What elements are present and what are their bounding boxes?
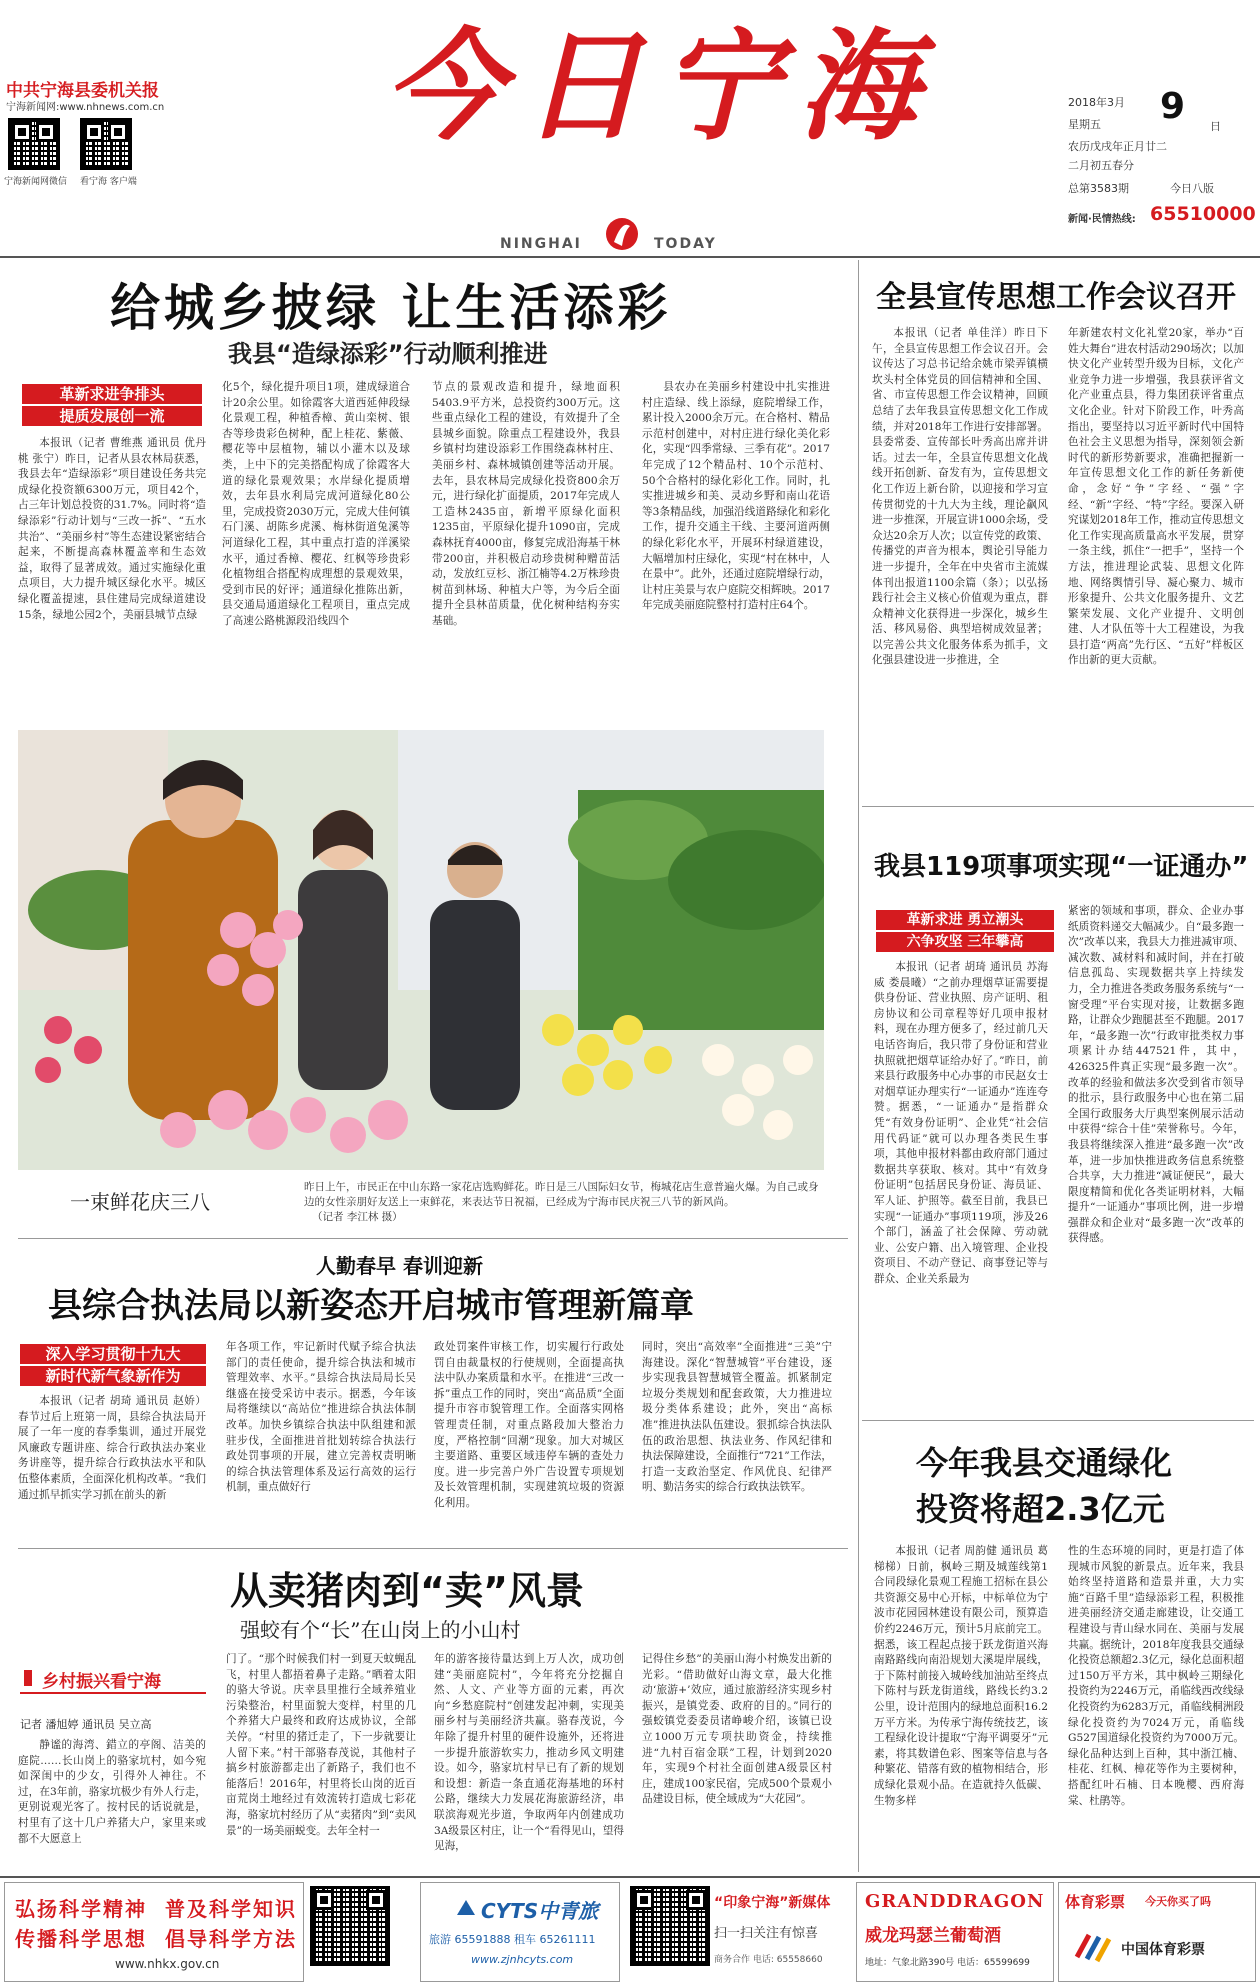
masthead-divider: [0, 256, 1260, 258]
ad-granddragon[interactable]: [856, 1882, 1054, 1982]
qr-code-app[interactable]: [80, 118, 132, 170]
ad1-line2: 传播科学思想: [15, 1927, 147, 1951]
lead-column-4: 县农办在美丽乡村建设中扎实推进村庄造绿、线上添绿，庭院增绿工作，累计投入2000余万元。在合格村、精品示范村创建中，对村庄进行绿化美化彩化，实现“四季常绿、三季有花”。2017年完成了12个精品村、10个示范村、50个合格村的绿化彩化工作。同时，扎实推进城乡和美、灵动乡野和南山花语等3条精品线，加强沿线道路绿化和彩化工作，提升交通主干线、主要河道两侧的绿化彩化水平，开展环村绿道建设，大幅增加村庄绿化，实现“村在林中，人在景中”。此外，还通过庭院增绿行动，让村庄美景与农户庭院交相辉映。2017年完成美丽庭院整村打造村庄64个。: [642, 381, 830, 612]
lead-headline: 给城乡披绿 让生活添彩: [110, 279, 672, 337]
ad2-phone: 旅游 65591888 租车 65261111: [429, 1933, 596, 1946]
meeting-column-1: 本报讯（记者 单佳洋）昨日下午，全县宣传思想工作会议召开。会议传达了习总书记给余姚市梁弄镇横坎头村全体党员的回信精神和全国、省、市宣传思想工作会议精神，回顾总结了去年我县宣传思想文化工作成绩，并对2018年工作进行安排部署。县委常委、宣传部长叶秀高出席并讲话。过去一年，全县宣传思想文化战线开拓创新、奋发有为，宣传思想文化工作迈上新台阶，以迎接和学习宣传贯彻党的十九大为主线，理论飙风进一步推深，开展宣讲1000余场，受众达20余万人次；以宣传党的政策、传播党的声音为根本，舆论引导能力进一步提升，全年在中央省市主流媒体刊出报道1100余篇（条）；以弘扬践行社会主义核心价值观为重点，群众精神文化获得进一步深化，城乡生活、移风易俗、典型培树成效显著；以完善公共文化服务体系为抓手，文化强县建设进一步推进，全: [872, 327, 1048, 667]
flower-shop-illustration: [18, 730, 824, 1170]
traffic-headline-2: 投资将超2.3亿元: [916, 1490, 1165, 1528]
ad5-title: 体育彩票: [1065, 1893, 1126, 1911]
issue-number: 总第3583期: [1068, 182, 1129, 195]
pork-subhead: 强蛟有个“长”在山岗上的小山村: [240, 1618, 521, 1642]
ad1-line4: 倡导科学方法: [165, 1927, 297, 1951]
ad-newmedia[interactable]: [714, 1882, 844, 1982]
oneid-tag-2: 六争攻坚 三年攀高: [876, 932, 1054, 952]
lawenf-column-1: 本报讯（记者 胡琦 通讯员 赵娇）春节过后上班第一周，县综合执法局开展了一年一度的春季集训，通过开展党风廉政专题讲座、综合行政执法办案业务讲座等，提升综合行政执法水平和队伍整体素质，全面深化机构改革。“我们通过抓早抓实学习抓在前头的新: [18, 1395, 206, 1501]
ad5-slogan: 今天你买了吗: [1145, 1895, 1211, 1908]
photo-divider: [18, 1238, 848, 1239]
ad-science-qr[interactable]: [310, 1886, 390, 1966]
lead-column-3: 节点的景观改造和提升，绿地面积5403.9平方米，总投资约300万元。这些重点绿化工程的建设，有效提升了全县城乡面貌。除重点工程建设外，我县乡镇村均建设添彩工作围绕森林村庄、美丽乡村、森林城镇创建等活动开展。去年，县农林局完成绿化投资800余万元，进行绿化扩面提质，2017年完成人工造林2435亩，新增平原绿化面积1235亩，平原绿化提升1090亩，完成森林抚育4000亩，修复完成沿海基干林带200亩，并积极启动珍贵树种赠苗活动，发放红豆杉、浙江楠等4.2万株珍贵树苗到林场、种植大户等，为今后全面提升全县林苗质量，优化树种结构夯实基础。: [432, 381, 620, 627]
ad4-brand: GRANDDRAGON: [865, 1891, 1045, 1912]
solar-term: 二月初五春分: [1068, 159, 1134, 172]
lawenf-tag-2: 新时代新气象新作为: [20, 1366, 206, 1386]
edition-count: 今日八版: [1170, 182, 1214, 195]
photo-caption: [304, 1180, 824, 1225]
pork-headline: 从卖猪肉到“卖”风景: [230, 1569, 584, 1613]
hotline-number: 65510000: [1150, 203, 1256, 225]
news-photo-flowers: [18, 730, 824, 1170]
ad5-name: 中国体育彩票: [1121, 1942, 1205, 1958]
oneid-column-2: 紧密的领域和事项，群众、企业办事纸质资料递交大幅减少。自“最多跑一次”改革以来，我县大力推进减审项、减次数、减材料和减时间，并在打破信息孤岛、实现数据共享上持续发力，全力推进各类政务服务系统与“一窗受理”平台实现对接，让数据多跑路，让群众少跑腿甚至不跑腿。2017年，“最多跑一次”行政审批类权力事项累计办结447521件，其中，426325件真正实现“最多跑一次”。改革的经验和做法多次受到省市领导的批示，县行政服务中心也在第二届全国行政服务大厅典型案例展示活动中获得“综合十佳”荣誉称号。今年，我县将继续深入推进“最多跑一次”改革，进一步加快推进政务信息系统整合共享，大力推进“减证便民”，最大限度精简和优化各类证明材料，大幅提升“一证通办”事项比例，进一步增强群众和企业对“最多跑一次”改革的获得感。: [1068, 905, 1244, 1245]
pork-column-2: 门了。“那个时候我们村一到夏天蚊蝇乱飞，村里人都捂着鼻子走路。”晒着太阳的骆大爷说。庆幸县里推行全域养殖业污染整治，村里面貌大变样，村里的几个养猪大户最终和政府达成协议，全部关停。“村里的猪迁走了，下一步就要让人留下来。”村干部骆春茂说，其他村子搞乡村旅游都走出了新路子，我们也不能落后！2016年，村里将长山岗的近百亩荒岗土地经过有效流转打造成七彩花海，骆家坑村经历了从“卖猪肉”到“卖风景”的一场美丽蜕变。去年全村一: [226, 1653, 416, 1837]
footer-divider: [0, 1876, 1260, 1878]
photo-caption-text: 昨日上午，市民正在中山东路一家花店选购鲜花。昨日是三八国际妇女节，梅城花店生意普遍火爆。为自己或身边的女性亲朋好友送上一束鲜花，来表达节日祝福，已经成为宁海市民庆祝三八节的新风尚。: [304, 1181, 819, 1208]
lawenf-column-2: 年各项工作，牢记新时代赋予综合执法部门的责任使命，提升综合执法和城市管理效率、水平。”县综合执法局局长吴继盛在接受采访中表示。据悉，今年该局将继续以“高站位”推进综合执法体制改革。加快乡镇综合执法中队组建和派驻步伐，全面推进首批划转综合执法行政处罚事项的开展，建立完善权责明晰的综合执法管理体系及运行高效的运行机制，重点做好行: [226, 1341, 416, 1494]
lawenf-tag-1: 深入学习贯彻十九大: [20, 1344, 206, 1364]
logo-emblem-icon: [604, 216, 640, 252]
photo-credit: （记者 李江林 摄）: [312, 1211, 403, 1223]
ad1-line3: 普及科学知识: [165, 1897, 297, 1921]
lawenf-headline: 县综合执法局以新姿态开启城市管理新篇章: [48, 1286, 694, 1326]
oneid-column-1: 本报讯（记者 胡琦 通讯员 苏海威 娄晨曦）“之前办理烟草证需要提供身份证、营业执照、房产证明、租房协议和公司章程等好几项申报材料，现在办理方便多了，经过前几天电话咨询后，我只带了身份证和营业执照就把烟草证给办好了。”昨日，前来县行政服务中心办事的市民赵女士对烟草证办理实行“一证通办”连连夸赞。据悉，“一证通办”是指群众凭“有效身份证明”、企业凭“社会信用代码证”就可以办理各类民生事项，其他申报材料都由政府部门通过数据共享获取、核对。其中“有效身份证明”包括居民身份证、海员证、军人证、护照等。截至目前，我县已实现“一证通办”事项119项，涉及26个部门，涵盖了社会保障、劳动就业、公安户籍、出入境管理、企业投资项目、不动产登记、商事登记等与群众、企业关系最为: [874, 961, 1048, 1285]
pinyin-right: TODAY: [654, 236, 717, 252]
date-year-month: 2018年3月: [1068, 96, 1125, 109]
hotline-label: 新闻·民情热线:: [1068, 214, 1136, 225]
ad4-name: 威龙玛瑟兰葡萄酒: [865, 1926, 1001, 1946]
pork-tag: 乡村振兴看宁海: [42, 1672, 161, 1692]
ad-sports-lottery[interactable]: [1058, 1882, 1256, 1982]
meeting-divider: [862, 806, 1254, 807]
party-org-label: 中共宁海县委机关报: [6, 81, 159, 101]
pork-tag-box: [20, 1664, 206, 1694]
ad-science[interactable]: [4, 1882, 304, 1982]
traffic-headline-1: 今年我县交通绿化: [916, 1444, 1173, 1482]
pork-tag-marker: [24, 1670, 32, 1686]
meeting-headline: 全县宣传思想工作会议召开: [876, 280, 1236, 315]
lead-column-1: 本报讯（记者 曹维燕 通讯员 优丹桃 张宁）昨日，记者从县农林局获悉，我县去年“造绿添彩”项目建设任务共完成绿化投资额6300万元，项目42个，占三年计划总投资的31.7%。同时将“造绿添彩”行动计划与“三改一拆”、“五水共治”、“美丽乡村”等生态建设紧密结合起来，不断提高森林覆盖率和生态效益，取得了显著成效。通过实施绿化重点项目，大力提升城区绿化水平。城区绿化覆盖提速，县住建局完成绿道建设15条，绿地公园2个，美丽县城节点绿: [18, 437, 206, 621]
ad2-brand: CYTS中青旅: [481, 1899, 599, 1923]
traffic-column-2: 性的生态环境的同时，更是打造了体现城市风貌的新景点。近年来，我县始终坚持道路和造景并重，大力实施“百路千里”造绿添彩工程，积极推进美丽经济交通走廊建设，让交通工程建设与青山绿水同在、美丽与发展共赢。据统计，2018年度我县交通绿化投资总额超2.3亿元，绿化总面积超过150万平方米，其中枫岭三期绿化投资约为2246万元，甬临线西改线绿化投资约为6283万元，甬临线桐洲段绿化投资约为7024万元，甬临线G527国道绿化投资约为7000万元。绿化品种达到上百种，其中浙江楠、桂花、红枫、樟花等作为主要树种，搭配红叶石楠、日本晚樱、西府海棠、杜鹃等。: [1068, 1545, 1244, 1807]
ad3-phone: 商务合作 电话: 65558660: [714, 1955, 823, 1965]
ad3-sub: 扫一扫关注有惊喜: [714, 1926, 819, 1941]
ad1-url: www.nhkx.gov.cn: [115, 1957, 220, 1971]
lead-column-2: 化5个，绿化提升项目1项，建成绿道合计20余公里。如徐霞客大道西延伸段绿化景观工程，种植香樟、黄山栾树、银杏等珍贵彩色树种，配上桂花、紫薇、樱花等中层植物，辅以小灌木以及球类，上中下的完美搭配构成了徐霞客大道的绿化景观效果；水岸绿化提质增效，去年县水利局完成河道绿化80公里，完成投资2030万元，完成大佳何镇石门溪、胡陈乡虎溪、梅林街道兔溪等河道绿化工程，其中重点打造的洋溪梁水平，通过香樟、樱花、红枫等珍贵彩化植物组合搭配构成理想的景观效果，受到市民的好评；通道绿化推陈出新，县交通局通道绿化工程项目，重点完成了高速公路桃源段沿线四个: [222, 381, 410, 627]
oneid-headline: 我县119项事项实现“一证通办”: [874, 852, 1249, 882]
qr2-caption: 看宁海 客户端: [80, 177, 137, 187]
pork-column-3: 年的游客接待量达到上万人次，成功创建“美丽庭院村”，今年将充分挖掘自然、人文、产业等方面的元素，再次向“乡愁庭院村”创建发起冲刺，实现美丽乡村与美丽经济共赢。骆春茂说，今年除了提升村里的硬件设施外，还将进一步提升旅游软实力，推动乡风文明建设。如今，骆家坑村早已有了新的规划和设想：新造一条直通花海基地的环村公路，继续大力发展花海旅游经济，串联滨海观光步道，争取两年内创建成功3A级景区村庄，让一个“看得见山，望得见海，: [434, 1653, 624, 1853]
lunar-date: 农历戊戌年正月廿二: [1068, 140, 1167, 153]
photo-title: 一束鲜花庆三八: [70, 1190, 210, 1214]
ad4-addr: 地址：气象北路390号 电话：65599699: [865, 1958, 1030, 1968]
qr-code-wechat[interactable]: [8, 118, 60, 170]
ad-newmedia-qr[interactable]: [630, 1886, 710, 1966]
sports-lottery-logo-icon: [1073, 1927, 1113, 1967]
column-divider: [858, 260, 859, 1872]
ad2-url: www.zjnhcyts.com: [471, 1953, 574, 1966]
lead-tag-1: 革新求进争排头: [22, 384, 202, 404]
pork-column-1: 静谧的海湾、錯立的亭阁、洁美的庭院……长山岗上的骆家坑村，如今宛如深闺中的少女，引得外人神往。不过，在3年前，骆家坑极少有外人行走，更别说观光客了。按村民的话说就是，村里有了这十几户养猪大户，家里来或都不大愿意上: [18, 1739, 206, 1845]
lawenf-column-4: 同时，突出“高效率”全面推进“三美”宁海建设。深化“智慧城管”平台建设，逐步实现我县智慧城管全覆盖。抓紧制定垃圾分类规划和配套政策，大力推进垃圾分类体系建设；此外，突出“高标准”推进执法队伍建设。狠抓综合执法队伍的政治思想、执法业务、作风纪律和执法保障建设，全面推行“721”工作法，打造一支政治坚定、作风优良、纪律严明、勤洁务实的综合行政执法铁军。: [642, 1341, 832, 1494]
ad-cyts[interactable]: [420, 1882, 620, 1982]
weekday: 星期五: [1068, 118, 1101, 131]
lawenf-column-3: 政处罚案件审核工作，切实履行行政处罚自由裁量权的行使规则，全面提高执法中队办案质量和水平。在推进“三改一拆”重点工作的同时，突出“高品质”全面提升市容市貌管理工作。全面落实网格管理责任制，对重点路段加大整治力度，严格控制“回潮”现象。加大对城区主要道路、重要区域违停车辆的查处力度。进一步完善户外广告设置专项规划及长效管理机制，实现建筑垃圾的资源化利用。: [434, 1341, 624, 1509]
date-day-unit: 日: [1210, 120, 1221, 133]
cyts-logo-icon: [455, 1897, 477, 1919]
meeting-column-2: 年新建农村文化礼堂20家，举办“百姓大舞台”进农村活动290场次；以加快文化产业转型升级为目标，文化产业竞争力进一步增强，我县获评省文化产业重点县，得力集团获评省重点文化企业。针对下阶段工作，叶秀高指出，要坚持以习近平新时代中国特色社会主义思想为指导，深刻领会新时代的新形势新要求，准确把握新一年宣传思想文化工作的新任务新使命，念好“争”字经、“强”字经、“新”字经、“特”字经。要深入研究谋划2018年工作，推动宣传思想文化工作实现高质量高水平发展，贯穿一条主线，抓住“一把手”，坚持一个方法，推进理论武装、思想文化阵地、网络舆情引导、凝心聚力、城市形象提升、公共文化服务提升、文艺繁荣发展、文化产业提升、文明创建、人才队伍等十大工程建设，为我县打造“两高”先行区、“五好”样板区作出新的更大贡献。: [1068, 327, 1244, 667]
traffic-column-1: 本报讯（记者 周韵健 通讯员 葛梯梯）日前，枫岭三期及城莲线第1合同段绿化景观工程施工招标在县公共资源交易中心开标，中标单位为宁波市花园园林建设有限公司，预算造价约2246万元，预计5月底前完工。据悉，该工程起点接于跃龙街道兴海南路路线向南沿规划大溪堤岸展线，于下陈村前接入城岭线加油站至终点下陈村与跃龙街道线，路线长约3.2公里，设计范围内的绿地总面积16.2万平方米。为传承宁海传统技艺，该工程绿化设计提取“宁海平调耍牙”元素，将其数谱色彩、图案等信息与各种繁花、错落有致的植物相结合，形成绿化景观小品。在造就持久低碳、生物多样: [874, 1545, 1048, 1807]
website-label: 宁海新闻网:www.nhnews.com.cn: [6, 102, 165, 113]
lawenf-divider: [18, 1548, 848, 1549]
lead-subhead: 我县“造绿添彩”行动顺利推进: [228, 340, 548, 368]
ad3-title: “印象宁海”新媒体: [714, 1895, 831, 1911]
date-day: 9: [1160, 86, 1186, 127]
pork-byline: 记者 潘旭婷 通讯员 吴立高: [20, 1718, 152, 1731]
oneid-divider: [862, 1420, 1254, 1421]
ad1-line1: 弘扬科学精神: [15, 1897, 147, 1921]
oneid-tag-1: 革新求进 勇立潮头: [876, 910, 1054, 930]
lawenf-kicker: 人勤春早 春训迎新: [316, 1254, 483, 1278]
pork-column-4: 记得住乡愁”的美丽山海小村焕发出新的光彩。“借助做好山海文章，最大化推动‘旅游+’效应，通过旅游经济实现乡村振兴，是镇党委、政府的目的。”同行的强蛟镇党委委员诸峥峻介绍，该镇已设立1000万元专项扶助资金，持续推进“九村百宿金联”工程，计划到2020年，实现9个村社全面创建A级景区村庄，建成100家民宿，完成500个景观小品建设目标，使全域成为“大花园”。: [642, 1653, 832, 1806]
qr1-caption: 宁海新闻网微信: [4, 177, 68, 187]
lead-tag-2: 提质发展创一流: [22, 406, 202, 426]
newspaper-title: 今日宁海: [384, 16, 936, 157]
pinyin-left: NINGHAI: [500, 236, 582, 252]
